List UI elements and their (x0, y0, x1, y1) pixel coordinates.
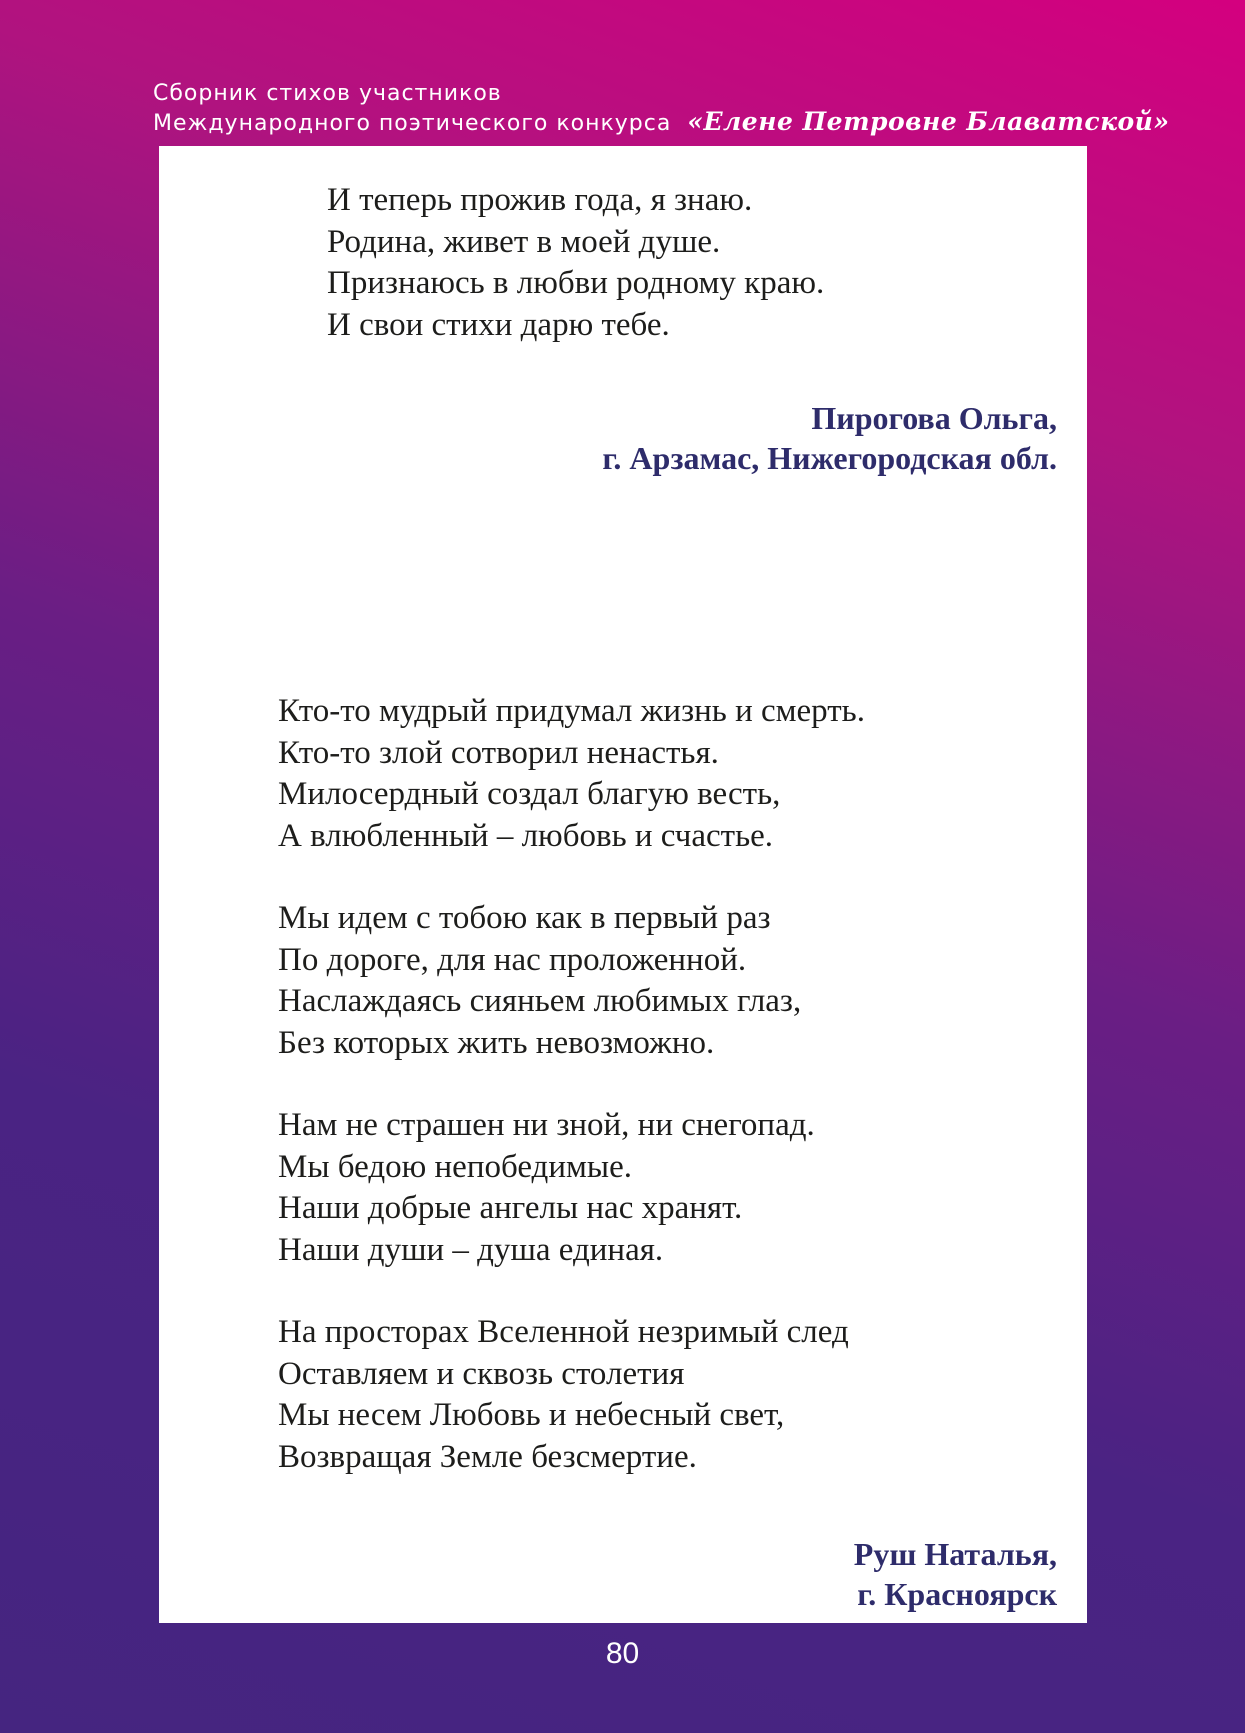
author-name: Пирогова Ольга, (811, 400, 1057, 436)
poem-line: Нам не страшен ни зной, ни снегопад. (278, 1107, 815, 1143)
poem-line: Признаюсь в любви родному краю. (327, 265, 825, 301)
poem-line: Наши добрые ангелы нас хранят. (278, 1190, 743, 1226)
poem-line: На просторах Вселенной незримый след (278, 1314, 849, 1350)
page-header (153, 80, 1170, 138)
poem-line: Возвращая Земле безсмертие. (278, 1438, 697, 1475)
poem1-author (602, 398, 1057, 478)
page-number: 80 (605, 1637, 640, 1670)
poem-line: Мы несем Любовь и небесный свет, (278, 1397, 785, 1433)
author-name: Руш Наталья, (853, 1536, 1057, 1572)
poem-line: А влюбленный – любовь и счастье. (278, 817, 774, 854)
poem-line: Родина, живет в моей душе. (327, 223, 721, 260)
poem2-stanza-4 (278, 1312, 849, 1478)
header-collection-title: Сборник стихов участников (153, 81, 502, 106)
poem-line: Милосердный создал благую весть, (278, 776, 781, 812)
poem2-author (854, 1534, 1057, 1614)
poem2-stanza-1 (278, 691, 865, 857)
poem-line: Мы идем с тобою как в первый раз (278, 900, 771, 936)
page-content (159, 146, 1087, 1623)
poem-line: И свои стихи дарю тебе. (327, 306, 670, 343)
poem-line: И теперь прожив года, я знаю. (327, 182, 753, 218)
poem-line: Без которых жить невозможно. (278, 1024, 715, 1061)
poem-line: Оставляем и сквозь столетия (278, 1355, 685, 1392)
author-place: г. Красноярск (857, 1576, 1057, 1612)
poem-line: Мы бедою непобедимые. (278, 1148, 632, 1185)
header-contest-name: Международного поэтического конкурса (153, 111, 672, 136)
poem2-stanza-2 (278, 898, 801, 1064)
poem2-stanza-3 (278, 1105, 815, 1271)
poem-line: Кто-то мудрый придумал жизнь и смерть. (278, 693, 865, 729)
header-contest-dedication: «Елене Петровне Блаватской» (687, 107, 1170, 136)
poem-line: Кто-то злой сотворил ненастья. (278, 734, 719, 771)
author-place: г. Арзамас, Нижегородская обл. (602, 440, 1057, 476)
header-contest-line (153, 107, 1170, 138)
poem1-stanza-1 (327, 180, 824, 346)
poem-line: Наслаждаясь сияньем любимых глаз, (278, 983, 802, 1019)
poem-line: По дороге, для нас проложенной. (278, 941, 747, 978)
poem-line: Наши души – душа единая. (278, 1231, 664, 1268)
